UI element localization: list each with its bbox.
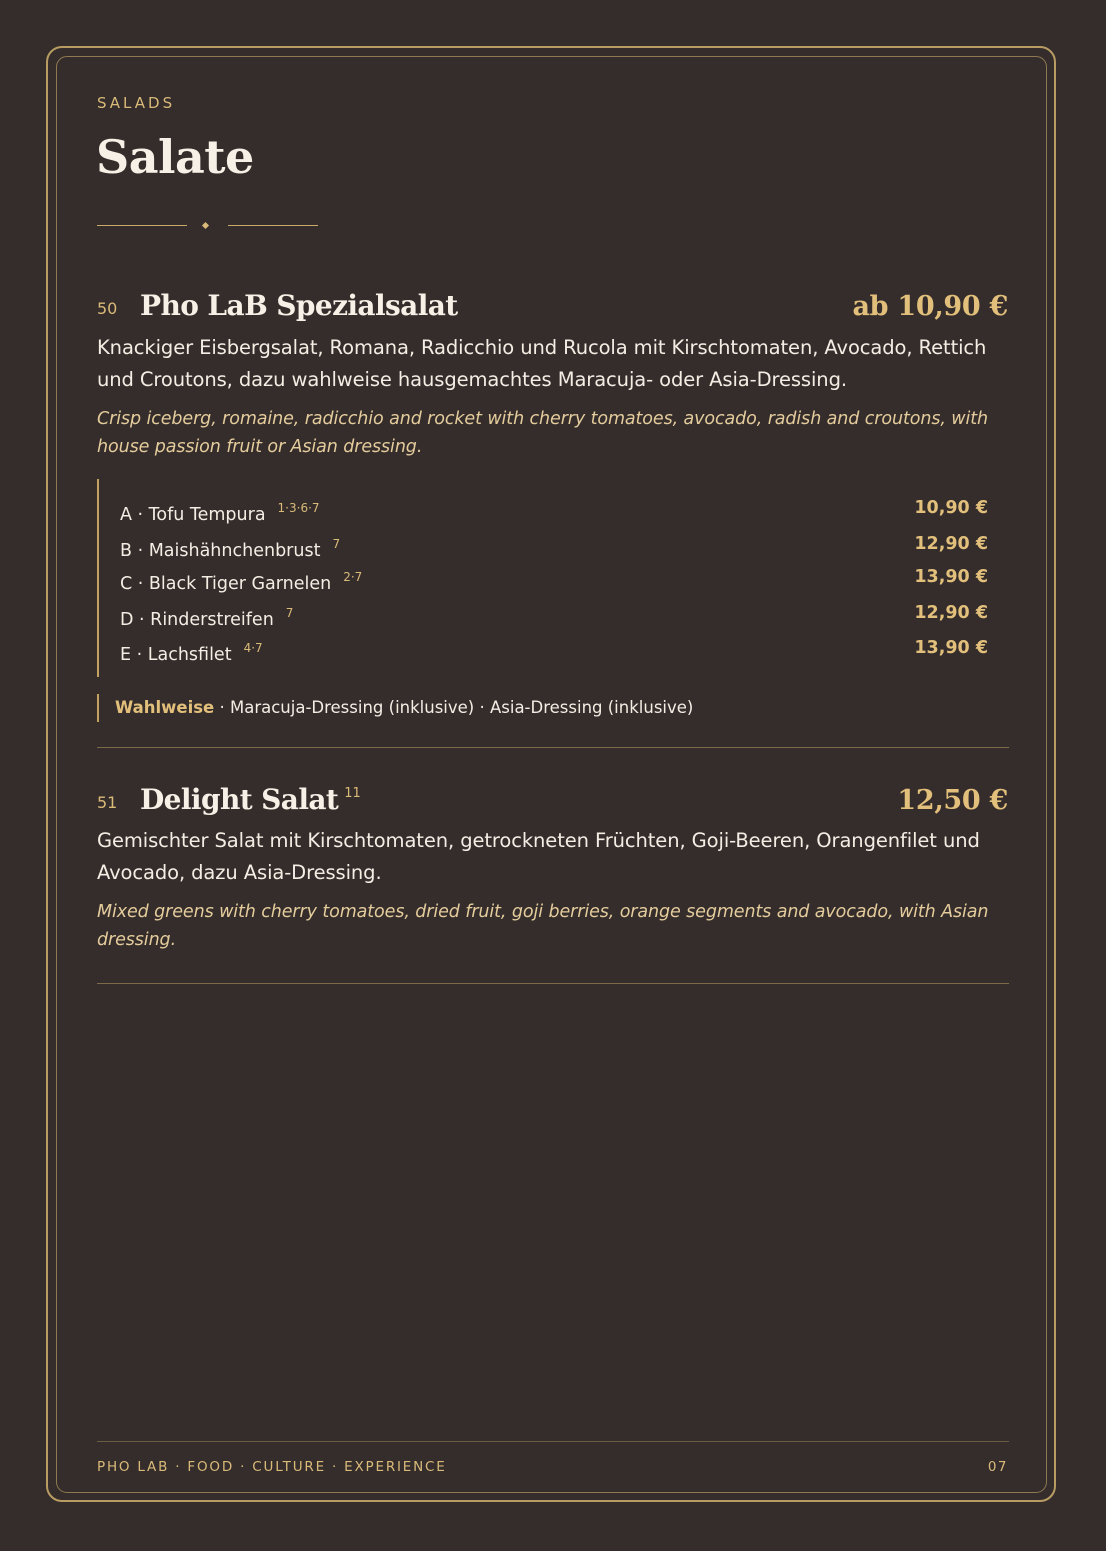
option-name: B · Maishähnchenbrust <box>120 541 321 561</box>
option-label <box>120 633 263 670</box>
option-price: 12,90 € <box>914 603 988 623</box>
item-divider <box>97 983 1009 984</box>
item-allergens: 11 <box>344 786 361 801</box>
item-description-de: Gemischter Salat mit Kirschtomaten, getrockneten Früchten, Goji-Beeren, Orangenfilet und Avocado, dazu Asia-Dressing. <box>97 829 980 884</box>
item-name <box>140 289 458 322</box>
footer-divider <box>97 1441 1009 1442</box>
option-label <box>120 598 293 635</box>
dressing-choice <box>97 694 693 722</box>
option-allergens: 1·3·6·7 <box>277 501 320 515</box>
option-row <box>120 493 988 523</box>
option-name: C · Black Tiger Garnelen <box>120 574 332 594</box>
option-price: 12,90 € <box>914 534 988 554</box>
ornament-line-left <box>97 225 187 226</box>
ornament-diamond-icon <box>202 222 209 229</box>
page-title: Salate <box>96 130 254 184</box>
option-allergens: 2·7 <box>343 570 363 584</box>
option-label <box>120 529 340 566</box>
option-allergens: 7 <box>332 537 341 551</box>
item-price: ab 10,90 € <box>852 291 1008 322</box>
option-label <box>120 562 362 599</box>
option-label <box>120 493 320 530</box>
section-eyebrow: SALADS <box>97 94 176 112</box>
option-allergens: 4·7 <box>243 641 263 655</box>
choice-text: · Maracuja-Dressing (inklusive) · Asia-Dressing (inklusive) <box>214 698 694 717</box>
item-description-en: Crisp iceberg, romaine, radicchio and rocket with cherry tomatoes, avocado, radish and croutons, with house passion fruit or Asian dressing. <box>97 409 988 457</box>
option-price: 10,90 € <box>914 498 988 518</box>
item-name-text: Pho LaB Spezialsalat <box>140 289 458 322</box>
footer-brand: PHO LAB · FOOD · CULTURE · EXPERIENCE <box>97 1459 447 1475</box>
item-options-list <box>97 479 988 677</box>
item-name <box>140 783 361 816</box>
option-price: 13,90 € <box>914 638 988 658</box>
option-row <box>120 633 988 663</box>
option-name: A · Tofu Tempura <box>120 505 266 525</box>
item-description-de: Knackiger Eisbergsalat, Romana, Radicchio und Rucola mit Kirschtomaten, Avocado, Rettich und Croutons, dazu wahlweise hausgemachtes Maracuja- oder Asia-Dressing. <box>97 336 987 391</box>
item-number: 51 <box>97 793 118 812</box>
option-price: 13,90 € <box>914 567 988 587</box>
item-number: 50 <box>97 299 118 318</box>
option-row <box>120 598 988 628</box>
item-description-en: Mixed greens with cherry tomatoes, dried fruit, goji berries, orange segments and avocado, with Asian dressing. <box>97 902 989 950</box>
item-price: 12,50 € <box>897 785 1008 816</box>
item-name-text: Delight Salat <box>140 783 339 816</box>
option-name: D · Rinderstreifen <box>120 610 274 630</box>
option-name: E · Lachsfilet <box>120 645 232 665</box>
ornament-line-right <box>228 225 318 226</box>
title-ornament <box>97 216 317 236</box>
option-row <box>120 529 988 559</box>
choice-key: Wahlweise <box>115 698 215 717</box>
page-number: 07 <box>987 1459 1008 1475</box>
option-allergens: 7 <box>285 606 294 620</box>
item-divider <box>97 747 1009 748</box>
menu-item-header <box>97 774 1008 818</box>
menu-item-header <box>97 280 1008 324</box>
option-row <box>120 562 988 592</box>
